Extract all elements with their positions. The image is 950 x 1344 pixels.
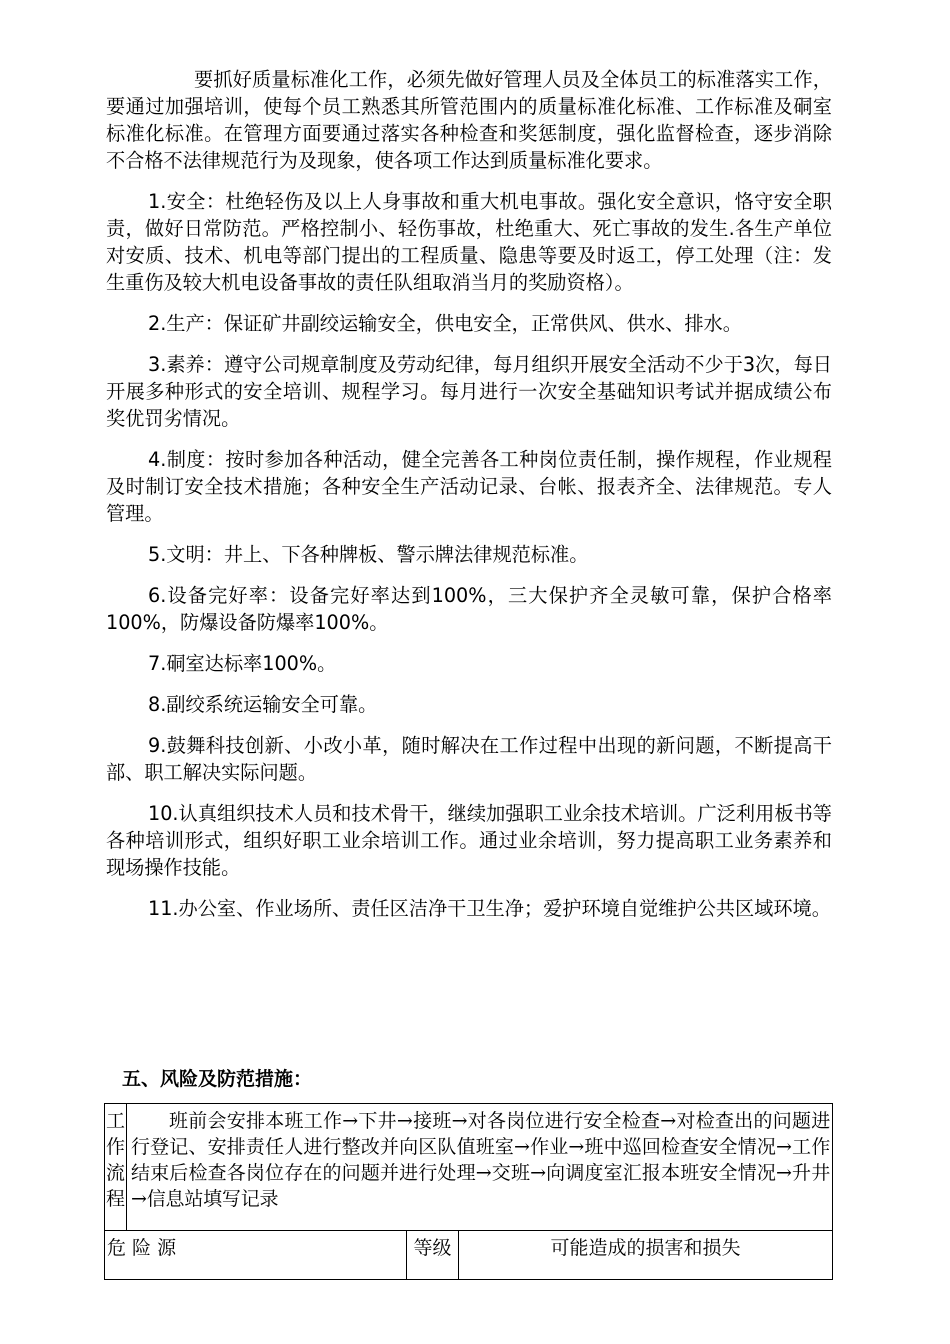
workflow-text-cell [127, 1104, 833, 1231]
item-hygiene: 11.办公室、作业场所、责任区洁净干卫生净；爱护环境自觉维护公共区域环境。 [148, 897, 831, 920]
risk-table [104, 1103, 833, 1280]
intro-paragraph: 要抓好质量标准化工作，必须先做好管理人员及全体员工的标准落实工作，要通过加强培训，使每个员工熟悉其所管范围内的质量标准化标准、工作标准及硐室标准化标准。在管理方面要通过落实各种检查和奖惩制度，强化监督检查，逐步消除不合格不法律规范行为及现象，使各项工作达到质量标准化要求。 [106, 68, 832, 172]
workflow-text: 班前会安排本班工作→下井→接班→对各岗位进行安全检查→对检查出的问题进行登记、安排责任人进行整改并向区队值班室→作业→班中巡回检查安全情况→工作结束后检查各岗位存在的问题并进行处理→交班→向调度室汇报本班安全情况→升井→信息站填写记录 [131, 1110, 831, 1210]
table-row-workflow [105, 1104, 833, 1231]
header-possible-loss: 可能造成的损害和损失 [459, 1231, 833, 1280]
header-level: 等级 [407, 1231, 459, 1280]
workflow-label: 工作流程 [105, 1110, 125, 1210]
item-discipline: 3.素养：遵守公司规章制度及劳动纪律，每月组织开展安全活动不少于3次，每日开展多种形式的安全培训、规程学习。每月进行一次安全基础知识考试并据成绩公布奖优罚劣情况。 [106, 353, 832, 430]
item-training: 10.认真组织技术人员和技术骨干，继续加强职工业余技术培训。广泛利用板书等各种培训形式，组织好职工业余培训工作。通过业余培训，努力提高职工业务素养和现场操作技能。 [106, 802, 832, 879]
workflow-label-cell [105, 1104, 127, 1231]
document-body [106, 66, 832, 936]
section-title-risk: 五、风险及防范措施： [122, 1068, 313, 1090]
item-regulations: 4.制度：按时参加各种活动，健全完善各工种岗位责任制，操作规程，作业规程 及时制订安全技术措施；各种安全生产活动记录、台帐、报表齐全、法律规范。专人管理。 [106, 448, 832, 525]
item-safety: 1.安全：杜绝轻伤及以上人身事故和重大机电事故。强化安全意识，恪守安全职责，做好日常防范。严格控制小、轻伤事故，杜绝重大、死亡事故的发生.各生产单位对安质、技术、机电等部门提出的工程质量、隐患等要及时返工，停工处理（注：发生重伤及较大机电设备事故的责任队组取消当月的奖励资格）。 [106, 190, 832, 294]
table-row-header [105, 1231, 833, 1280]
header-hazard-source: 危 险 源 [105, 1231, 407, 1280]
item-production: 2.生产：保证矿井副绞运输安全，供电安全，正常供风、供水、排水。 [148, 312, 742, 335]
item-innovation: 9.鼓舞科技创新、小改小革，随时解决在工作过程中出现的新问题，不断提高干部、职工解决实际问题。 [106, 734, 832, 784]
item-transport-safety: 8.副绞系统运输安全可靠。 [148, 693, 378, 716]
item-equipment-rate: 6.设备完好率：设备完好率达到100%，三大保护齐全灵敏可靠，保护合格率100%，防爆设备防爆率100%。 [106, 584, 832, 634]
item-civility: 5.文明：井上、下各种牌板、警示牌法律规范标准。 [148, 543, 589, 566]
item-chamber-rate: 7.硐室达标率100%。 [148, 652, 337, 675]
